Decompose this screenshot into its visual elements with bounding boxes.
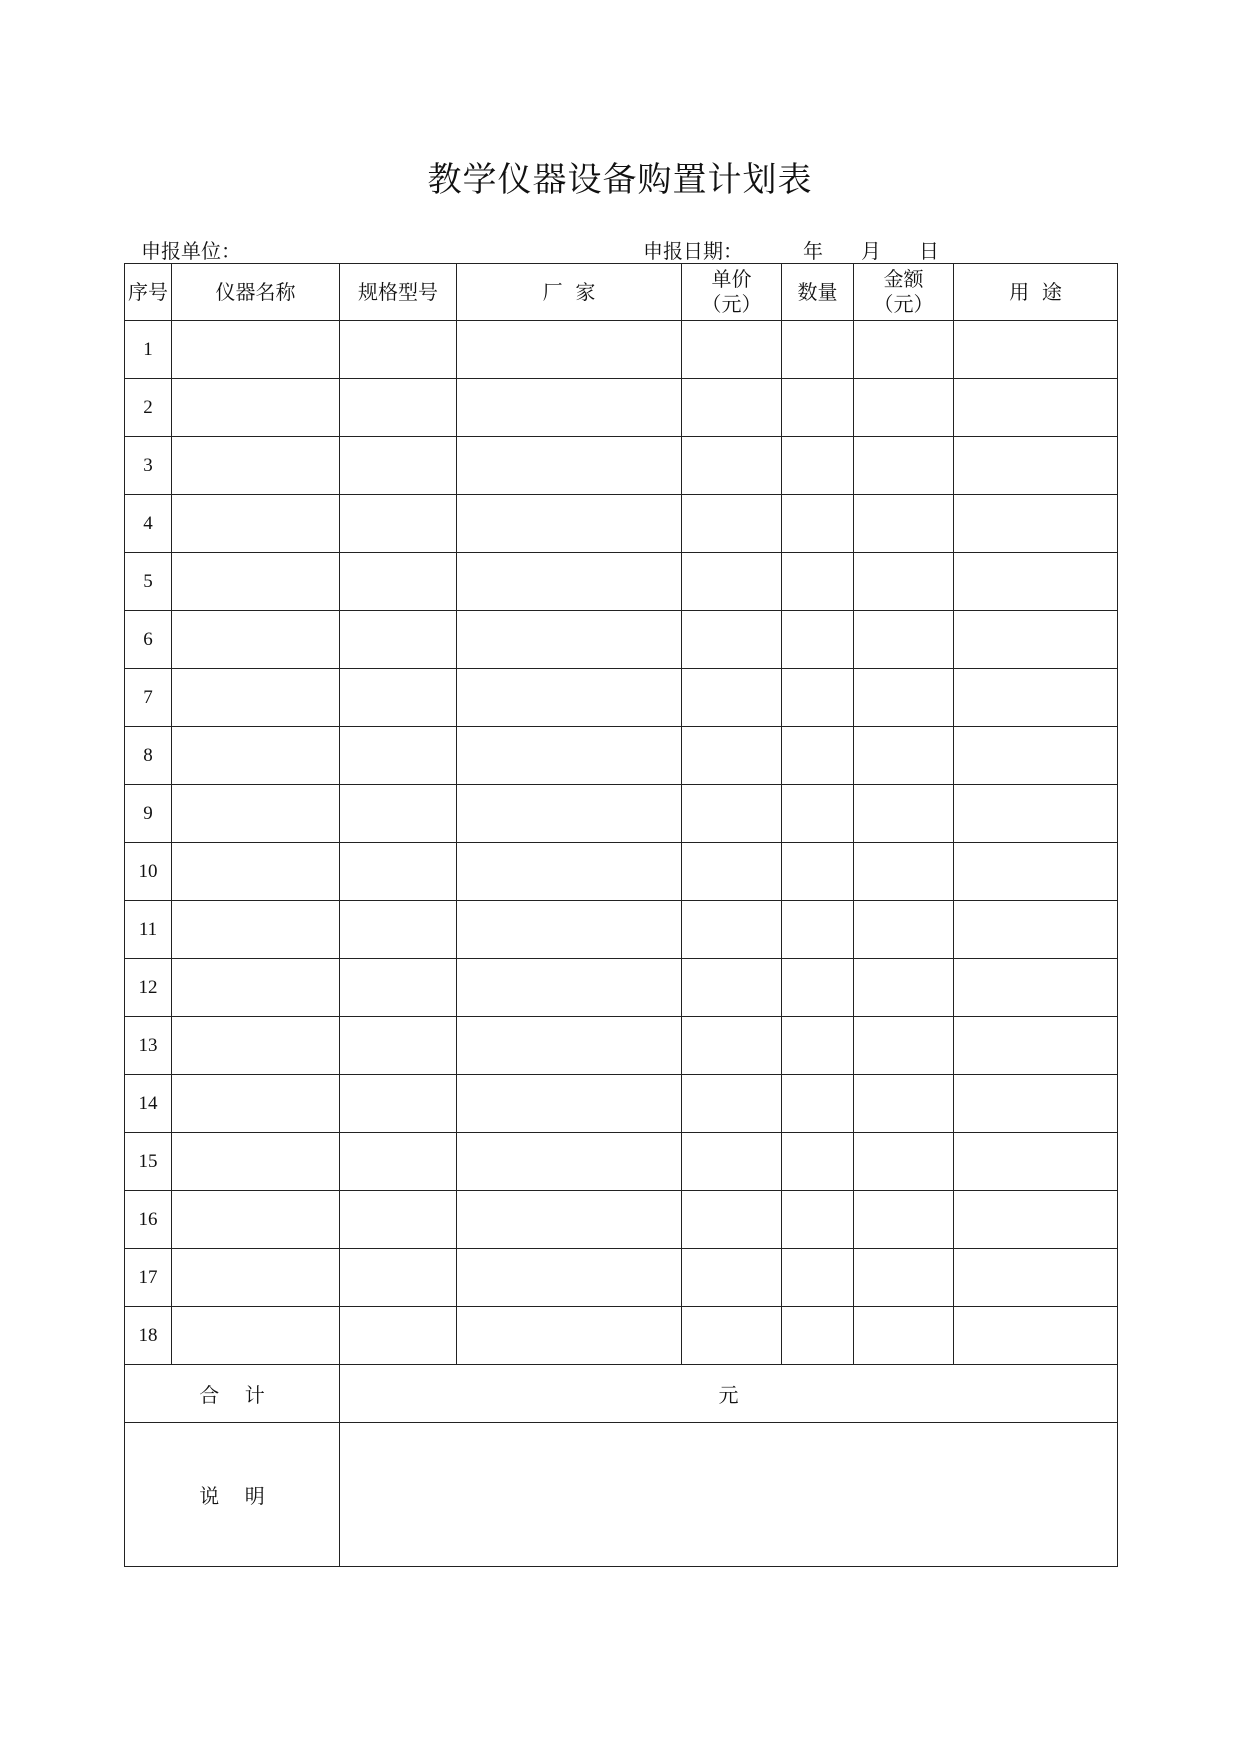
table-row: [125, 1075, 1118, 1133]
unit-price-cell[interactable]: [682, 669, 782, 727]
maker-cell[interactable]: [457, 1075, 682, 1133]
name-cell[interactable]: [172, 495, 340, 553]
name-cell[interactable]: [172, 843, 340, 901]
date-month-label: 月: [861, 239, 881, 263]
purpose-cell[interactable]: [954, 901, 1118, 959]
maker-cell[interactable]: [457, 669, 682, 727]
quantity-cell[interactable]: [782, 727, 854, 785]
amount-cell[interactable]: [854, 1249, 954, 1307]
maker-cell[interactable]: [457, 1133, 682, 1191]
amount-cell[interactable]: [854, 669, 954, 727]
row-number: 10: [125, 843, 172, 901]
purpose-cell[interactable]: [954, 1017, 1118, 1075]
unit-price-cell[interactable]: [682, 1249, 782, 1307]
table-row: [125, 553, 1118, 611]
amount-cell[interactable]: [854, 727, 954, 785]
model-cell[interactable]: [340, 1249, 457, 1307]
purpose-cell[interactable]: [954, 1075, 1118, 1133]
model-cell[interactable]: [340, 379, 457, 437]
amount-cell[interactable]: [854, 321, 954, 379]
name-cell[interactable]: [172, 611, 340, 669]
name-cell[interactable]: [172, 1191, 340, 1249]
maker-cell[interactable]: [457, 553, 682, 611]
header-unit-price-line2: （元）: [701, 292, 762, 316]
purpose-cell[interactable]: [954, 1133, 1118, 1191]
row-number: 5: [125, 553, 172, 611]
model-cell[interactable]: [340, 1191, 457, 1249]
quantity-cell[interactable]: [782, 843, 854, 901]
maker-cell[interactable]: [457, 495, 682, 553]
purpose-cell[interactable]: [954, 553, 1118, 611]
purpose-cell[interactable]: [954, 843, 1118, 901]
maker-cell[interactable]: [457, 321, 682, 379]
unit-price-cell[interactable]: [682, 379, 782, 437]
row-number: 9: [125, 785, 172, 843]
header-name: 仪器名称: [172, 264, 340, 321]
quantity-cell[interactable]: [782, 379, 854, 437]
amount-cell[interactable]: [854, 959, 954, 1017]
maker-cell[interactable]: [457, 1017, 682, 1075]
row-number: 1: [125, 321, 172, 379]
name-cell[interactable]: [172, 321, 340, 379]
maker-cell[interactable]: [457, 785, 682, 843]
name-cell[interactable]: [172, 553, 340, 611]
model-cell[interactable]: [340, 1307, 457, 1365]
purpose-cell[interactable]: [954, 437, 1118, 495]
row-number: 7: [125, 669, 172, 727]
amount-cell[interactable]: [854, 1017, 954, 1075]
quantity-cell[interactable]: [782, 321, 854, 379]
model-cell[interactable]: [340, 959, 457, 1017]
maker-cell[interactable]: [457, 959, 682, 1017]
purpose-cell[interactable]: [954, 727, 1118, 785]
application-date-label: 申报日期：: [643, 239, 743, 263]
name-cell[interactable]: [172, 727, 340, 785]
quantity-cell[interactable]: [782, 1133, 854, 1191]
amount-cell[interactable]: [854, 843, 954, 901]
date-day-label: 日: [919, 239, 939, 263]
amount-cell[interactable]: [854, 611, 954, 669]
row-number: 8: [125, 727, 172, 785]
quantity-cell[interactable]: [782, 669, 854, 727]
unit-price-cell[interactable]: [682, 321, 782, 379]
quantity-cell[interactable]: [782, 495, 854, 553]
unit-price-cell[interactable]: [682, 611, 782, 669]
table-row: [125, 843, 1118, 901]
table-body: [125, 321, 1118, 1365]
row-number: 4: [125, 495, 172, 553]
table-row: [125, 611, 1118, 669]
row-number: 16: [125, 1191, 172, 1249]
model-cell[interactable]: [340, 553, 457, 611]
header-amount-line2: （元）: [873, 292, 934, 316]
table-row: [125, 379, 1118, 437]
purchase-plan-table: [124, 263, 1118, 1567]
unit-price-cell[interactable]: [682, 727, 782, 785]
unit-price-cell[interactable]: [682, 1307, 782, 1365]
name-cell[interactable]: [172, 1017, 340, 1075]
model-cell[interactable]: [340, 901, 457, 959]
header-unit-price: [682, 264, 782, 321]
model-cell[interactable]: [340, 1017, 457, 1075]
header-amount-line1: 金额: [883, 267, 924, 291]
header-model: 规格型号: [340, 264, 457, 321]
maker-cell[interactable]: [457, 901, 682, 959]
unit-price-cell[interactable]: [682, 901, 782, 959]
name-cell[interactable]: [172, 437, 340, 495]
purpose-cell[interactable]: [954, 669, 1118, 727]
table-row: [125, 321, 1118, 379]
header-seq: 序号: [125, 264, 172, 321]
maker-cell[interactable]: [457, 1249, 682, 1307]
row-number: 2: [125, 379, 172, 437]
maker-cell[interactable]: [457, 611, 682, 669]
name-cell[interactable]: [172, 1307, 340, 1365]
name-cell[interactable]: [172, 1249, 340, 1307]
model-cell[interactable]: [340, 611, 457, 669]
unit-price-cell[interactable]: [682, 785, 782, 843]
quantity-cell[interactable]: [782, 1307, 854, 1365]
table-row: [125, 1191, 1118, 1249]
quantity-cell[interactable]: [782, 1249, 854, 1307]
name-cell[interactable]: [172, 1075, 340, 1133]
maker-cell[interactable]: [457, 437, 682, 495]
unit-price-cell[interactable]: [682, 1133, 782, 1191]
table-row: [125, 1249, 1118, 1307]
amount-cell[interactable]: [854, 553, 954, 611]
purpose-cell[interactable]: [954, 321, 1118, 379]
table-row: [125, 901, 1118, 959]
purpose-cell[interactable]: [954, 379, 1118, 437]
page-title: 教学仪器设备购置计划表: [427, 160, 813, 200]
maker-cell[interactable]: [457, 1191, 682, 1249]
unit-price-cell[interactable]: [682, 553, 782, 611]
unit-price-cell[interactable]: [682, 495, 782, 553]
name-cell[interactable]: [172, 901, 340, 959]
model-cell[interactable]: [340, 785, 457, 843]
application-date: [643, 235, 939, 264]
model-cell[interactable]: [340, 437, 457, 495]
table-row: [125, 495, 1118, 553]
row-number: 15: [125, 1133, 172, 1191]
quantity-cell[interactable]: [782, 901, 854, 959]
model-cell[interactable]: [340, 495, 457, 553]
header-maker: 厂 家: [457, 264, 682, 321]
header-quantity: 数量: [782, 264, 854, 321]
quantity-cell[interactable]: [782, 437, 854, 495]
note-label: 说 明: [125, 1423, 340, 1567]
table-row: [125, 1133, 1118, 1191]
date-year-label: 年: [803, 239, 823, 263]
model-cell[interactable]: [340, 321, 457, 379]
name-cell[interactable]: [172, 785, 340, 843]
note-row: [125, 1423, 1118, 1567]
model-cell[interactable]: [340, 727, 457, 785]
quantity-cell[interactable]: [782, 1017, 854, 1075]
row-number: 14: [125, 1075, 172, 1133]
unit-price-cell[interactable]: [682, 437, 782, 495]
row-number: 13: [125, 1017, 172, 1075]
quantity-cell[interactable]: [782, 785, 854, 843]
purpose-cell[interactable]: [954, 785, 1118, 843]
table-row: [125, 669, 1118, 727]
maker-cell[interactable]: [457, 727, 682, 785]
table-row: [125, 785, 1118, 843]
header-unit-price-line1: 单价: [711, 267, 752, 291]
table-row: [125, 727, 1118, 785]
amount-cell[interactable]: [854, 437, 954, 495]
header-amount: [854, 264, 954, 321]
row-number: 18: [125, 1307, 172, 1365]
quantity-cell[interactable]: [782, 553, 854, 611]
quantity-cell[interactable]: [782, 959, 854, 1017]
unit-price-cell[interactable]: [682, 843, 782, 901]
amount-cell[interactable]: [854, 495, 954, 553]
row-number: 3: [125, 437, 172, 495]
purpose-cell[interactable]: [954, 1249, 1118, 1307]
model-cell[interactable]: [340, 1133, 457, 1191]
model-cell[interactable]: [340, 669, 457, 727]
model-cell[interactable]: [340, 843, 457, 901]
name-cell[interactable]: [172, 959, 340, 1017]
unit-price-cell[interactable]: [682, 959, 782, 1017]
row-number: 17: [125, 1249, 172, 1307]
name-cell[interactable]: [172, 669, 340, 727]
table-header-row: [125, 264, 1118, 321]
quantity-cell[interactable]: [782, 1075, 854, 1133]
purpose-cell[interactable]: [954, 1307, 1118, 1365]
purpose-cell[interactable]: [954, 959, 1118, 1017]
row-number: 6: [125, 611, 172, 669]
total-amount-cell[interactable]: 元: [340, 1365, 1118, 1423]
amount-cell[interactable]: [854, 1133, 954, 1191]
total-row: [125, 1365, 1118, 1423]
purpose-cell[interactable]: [954, 611, 1118, 669]
applicant-unit-label: 申报单位：: [141, 239, 241, 263]
purpose-cell[interactable]: [954, 1191, 1118, 1249]
amount-cell[interactable]: [854, 1307, 954, 1365]
header-purpose: 用 途: [954, 264, 1118, 321]
maker-cell[interactable]: [457, 1307, 682, 1365]
row-number: 12: [125, 959, 172, 1017]
table-row: [125, 1017, 1118, 1075]
unit-price-cell[interactable]: [682, 1075, 782, 1133]
total-label: 合 计: [125, 1365, 340, 1423]
name-cell[interactable]: [172, 1133, 340, 1191]
quantity-cell[interactable]: [782, 1191, 854, 1249]
table-row: [125, 959, 1118, 1017]
quantity-cell[interactable]: [782, 611, 854, 669]
table-row: [125, 1307, 1118, 1365]
amount-cell[interactable]: [854, 1075, 954, 1133]
amount-cell[interactable]: [854, 785, 954, 843]
purpose-cell[interactable]: [954, 495, 1118, 553]
amount-cell[interactable]: [854, 1191, 954, 1249]
table-row: [125, 437, 1118, 495]
maker-cell[interactable]: [457, 843, 682, 901]
unit-price-cell[interactable]: [682, 1017, 782, 1075]
maker-cell[interactable]: [457, 379, 682, 437]
amount-cell[interactable]: [854, 379, 954, 437]
unit-price-cell[interactable]: [682, 1191, 782, 1249]
note-cell[interactable]: [340, 1423, 1118, 1567]
name-cell[interactable]: [172, 379, 340, 437]
row-number: 11: [125, 901, 172, 959]
amount-cell[interactable]: [854, 901, 954, 959]
model-cell[interactable]: [340, 1075, 457, 1133]
